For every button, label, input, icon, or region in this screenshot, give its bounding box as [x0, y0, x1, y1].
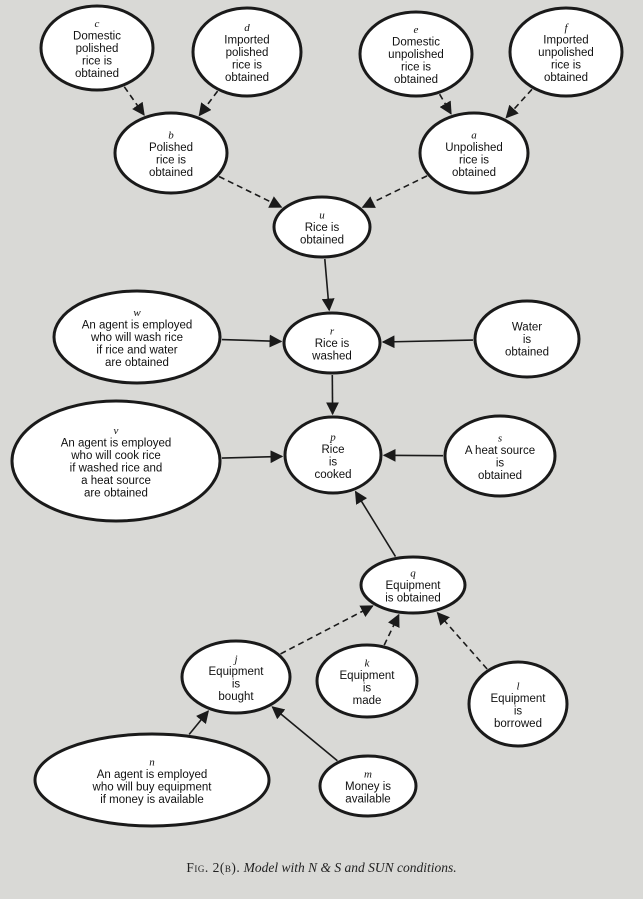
node-j	[182, 641, 290, 713]
node-text-line: Equipment	[490, 692, 546, 705]
node-s	[445, 416, 555, 496]
node-letter: c	[94, 18, 100, 30]
edge-e-to-a	[440, 94, 451, 114]
node-n	[35, 734, 269, 826]
caption-title: Model with N & S and SUN conditions.	[243, 860, 457, 875]
node-text-line: Polished	[148, 141, 194, 154]
edge-b-to-u	[219, 177, 281, 208]
node-text-line: who will wash rice	[90, 332, 184, 344]
node-letter: j	[234, 653, 238, 666]
node-v	[12, 401, 220, 521]
node-text-line: obtained	[148, 166, 194, 179]
edge-u-to-r	[325, 259, 329, 310]
node-letter: k	[364, 657, 370, 670]
node-r	[284, 313, 380, 373]
node-letter: p	[330, 431, 336, 444]
node-letter: l	[516, 680, 520, 693]
node-text-line: unpolished	[538, 47, 594, 59]
node-letter: v	[113, 424, 119, 437]
node-text-line: An agent is employed	[60, 437, 172, 450]
node-text-line: is	[231, 678, 241, 691]
node-text-line: polished	[225, 47, 269, 59]
node-text-line: obtained	[224, 72, 270, 84]
node-text-line: if rice and water	[96, 344, 178, 357]
node-text-line: obtained	[451, 166, 497, 179]
node-f	[510, 8, 622, 96]
node-text-line: rice is	[550, 59, 582, 72]
node-text-line: are obtained	[105, 357, 169, 369]
edge-d-to-b	[199, 91, 217, 115]
node-text-line: Equipment	[339, 669, 395, 682]
edge-q-to-p	[356, 492, 396, 557]
node-text-line: Water	[511, 321, 543, 334]
node-text-line: are obtained	[84, 487, 148, 500]
node-text-line: polished	[75, 43, 119, 55]
node-text-line: unpolished	[388, 49, 444, 61]
node-a	[420, 113, 528, 193]
nodes-layer	[12, 6, 622, 826]
node-text-line: obtained	[299, 234, 345, 247]
node-letter: w	[133, 307, 141, 319]
node-text-line: is	[513, 705, 523, 718]
node-text-line: Rice	[321, 443, 345, 456]
node-l	[469, 662, 567, 746]
edge-k-to-q	[384, 615, 399, 645]
node-letter: f	[564, 22, 568, 34]
node-text-line: a heat source	[81, 474, 151, 487]
node-text-line: rice is	[155, 154, 187, 167]
node-letter: m	[364, 768, 372, 781]
edge-w-to-r	[222, 340, 281, 342]
node-text-line: is	[362, 682, 372, 695]
node-text-line: Rice is	[314, 338, 350, 350]
caption-label: Fig. 2(b).	[186, 860, 241, 875]
edge-f-to-a	[506, 89, 532, 117]
node-text-line: A heat source	[464, 444, 536, 457]
node-text-line: Rice is	[304, 222, 340, 234]
node-letter: a	[471, 129, 477, 142]
node-text-line: obtained	[504, 346, 550, 359]
node-text-line: is obtained	[385, 592, 441, 605]
node-letter: e	[413, 24, 419, 36]
node-text-line: Domestic	[73, 30, 121, 43]
node-letter: r	[329, 325, 335, 338]
node-text-line: obtained	[393, 74, 439, 86]
edge-m-to-j	[272, 707, 337, 761]
edge-a-to-u	[363, 176, 427, 207]
edge-n-to-j	[189, 711, 208, 734]
node-text-line: obtained	[74, 68, 120, 80]
node-text-line: Domestic	[392, 36, 440, 49]
node-text-line: An agent is employed	[96, 768, 208, 781]
node-text-line: if washed rice and	[69, 462, 163, 475]
node-letter: d	[244, 22, 250, 34]
node-text-line: Imported	[224, 34, 270, 47]
node-text-line: made	[352, 694, 382, 707]
node-text-line: is	[495, 457, 505, 470]
node-text-line: Equipment	[385, 580, 441, 592]
node-water	[475, 301, 579, 377]
node-text-line: An agent is employed	[81, 319, 193, 332]
node-text-line: Unpolished	[445, 141, 503, 154]
node-text-line: is	[328, 456, 338, 469]
edge-v-to-p	[222, 456, 282, 458]
node-text-line: obtained	[543, 72, 589, 84]
node-k	[317, 645, 417, 717]
node-letter: s	[497, 432, 503, 445]
node-p	[285, 417, 381, 493]
node-text-line: Equipment	[208, 665, 264, 678]
node-letter: q	[410, 567, 416, 580]
node-text-line: if money is available	[100, 793, 204, 806]
node-b	[115, 113, 227, 193]
node-text-line: is	[522, 334, 532, 346]
node-text-line: bought	[218, 690, 254, 703]
node-letter: u	[319, 209, 325, 222]
node-w	[54, 291, 220, 383]
node-e	[360, 12, 472, 96]
node-text-line: obtained	[477, 469, 523, 482]
node-q	[361, 557, 465, 613]
node-text-line: rice is	[458, 154, 490, 167]
node-text-line: rice is	[231, 59, 263, 72]
edge-water-to-r	[383, 340, 473, 342]
node-letter: b	[168, 129, 174, 142]
node-c	[41, 6, 153, 90]
node-u	[274, 197, 370, 257]
edge-l-to-q	[438, 613, 488, 669]
node-text-line: available	[345, 793, 391, 806]
node-text-line: who will cook rice	[71, 449, 161, 462]
node-text-line: who will buy equipment	[92, 781, 212, 794]
node-letter: n	[149, 756, 155, 769]
node-d	[193, 8, 301, 96]
node-text-line: borrowed	[494, 717, 542, 730]
node-m	[320, 756, 416, 816]
node-text-line: Money is	[344, 781, 392, 793]
figure-caption	[0, 860, 643, 876]
edge-c-to-b	[124, 87, 144, 115]
node-text-line: Imported	[543, 34, 589, 47]
node-text-line: rice is	[400, 61, 432, 74]
node-text-line: washed	[312, 350, 352, 363]
node-text-line: rice is	[81, 55, 113, 68]
node-text-line: cooked	[314, 468, 352, 481]
